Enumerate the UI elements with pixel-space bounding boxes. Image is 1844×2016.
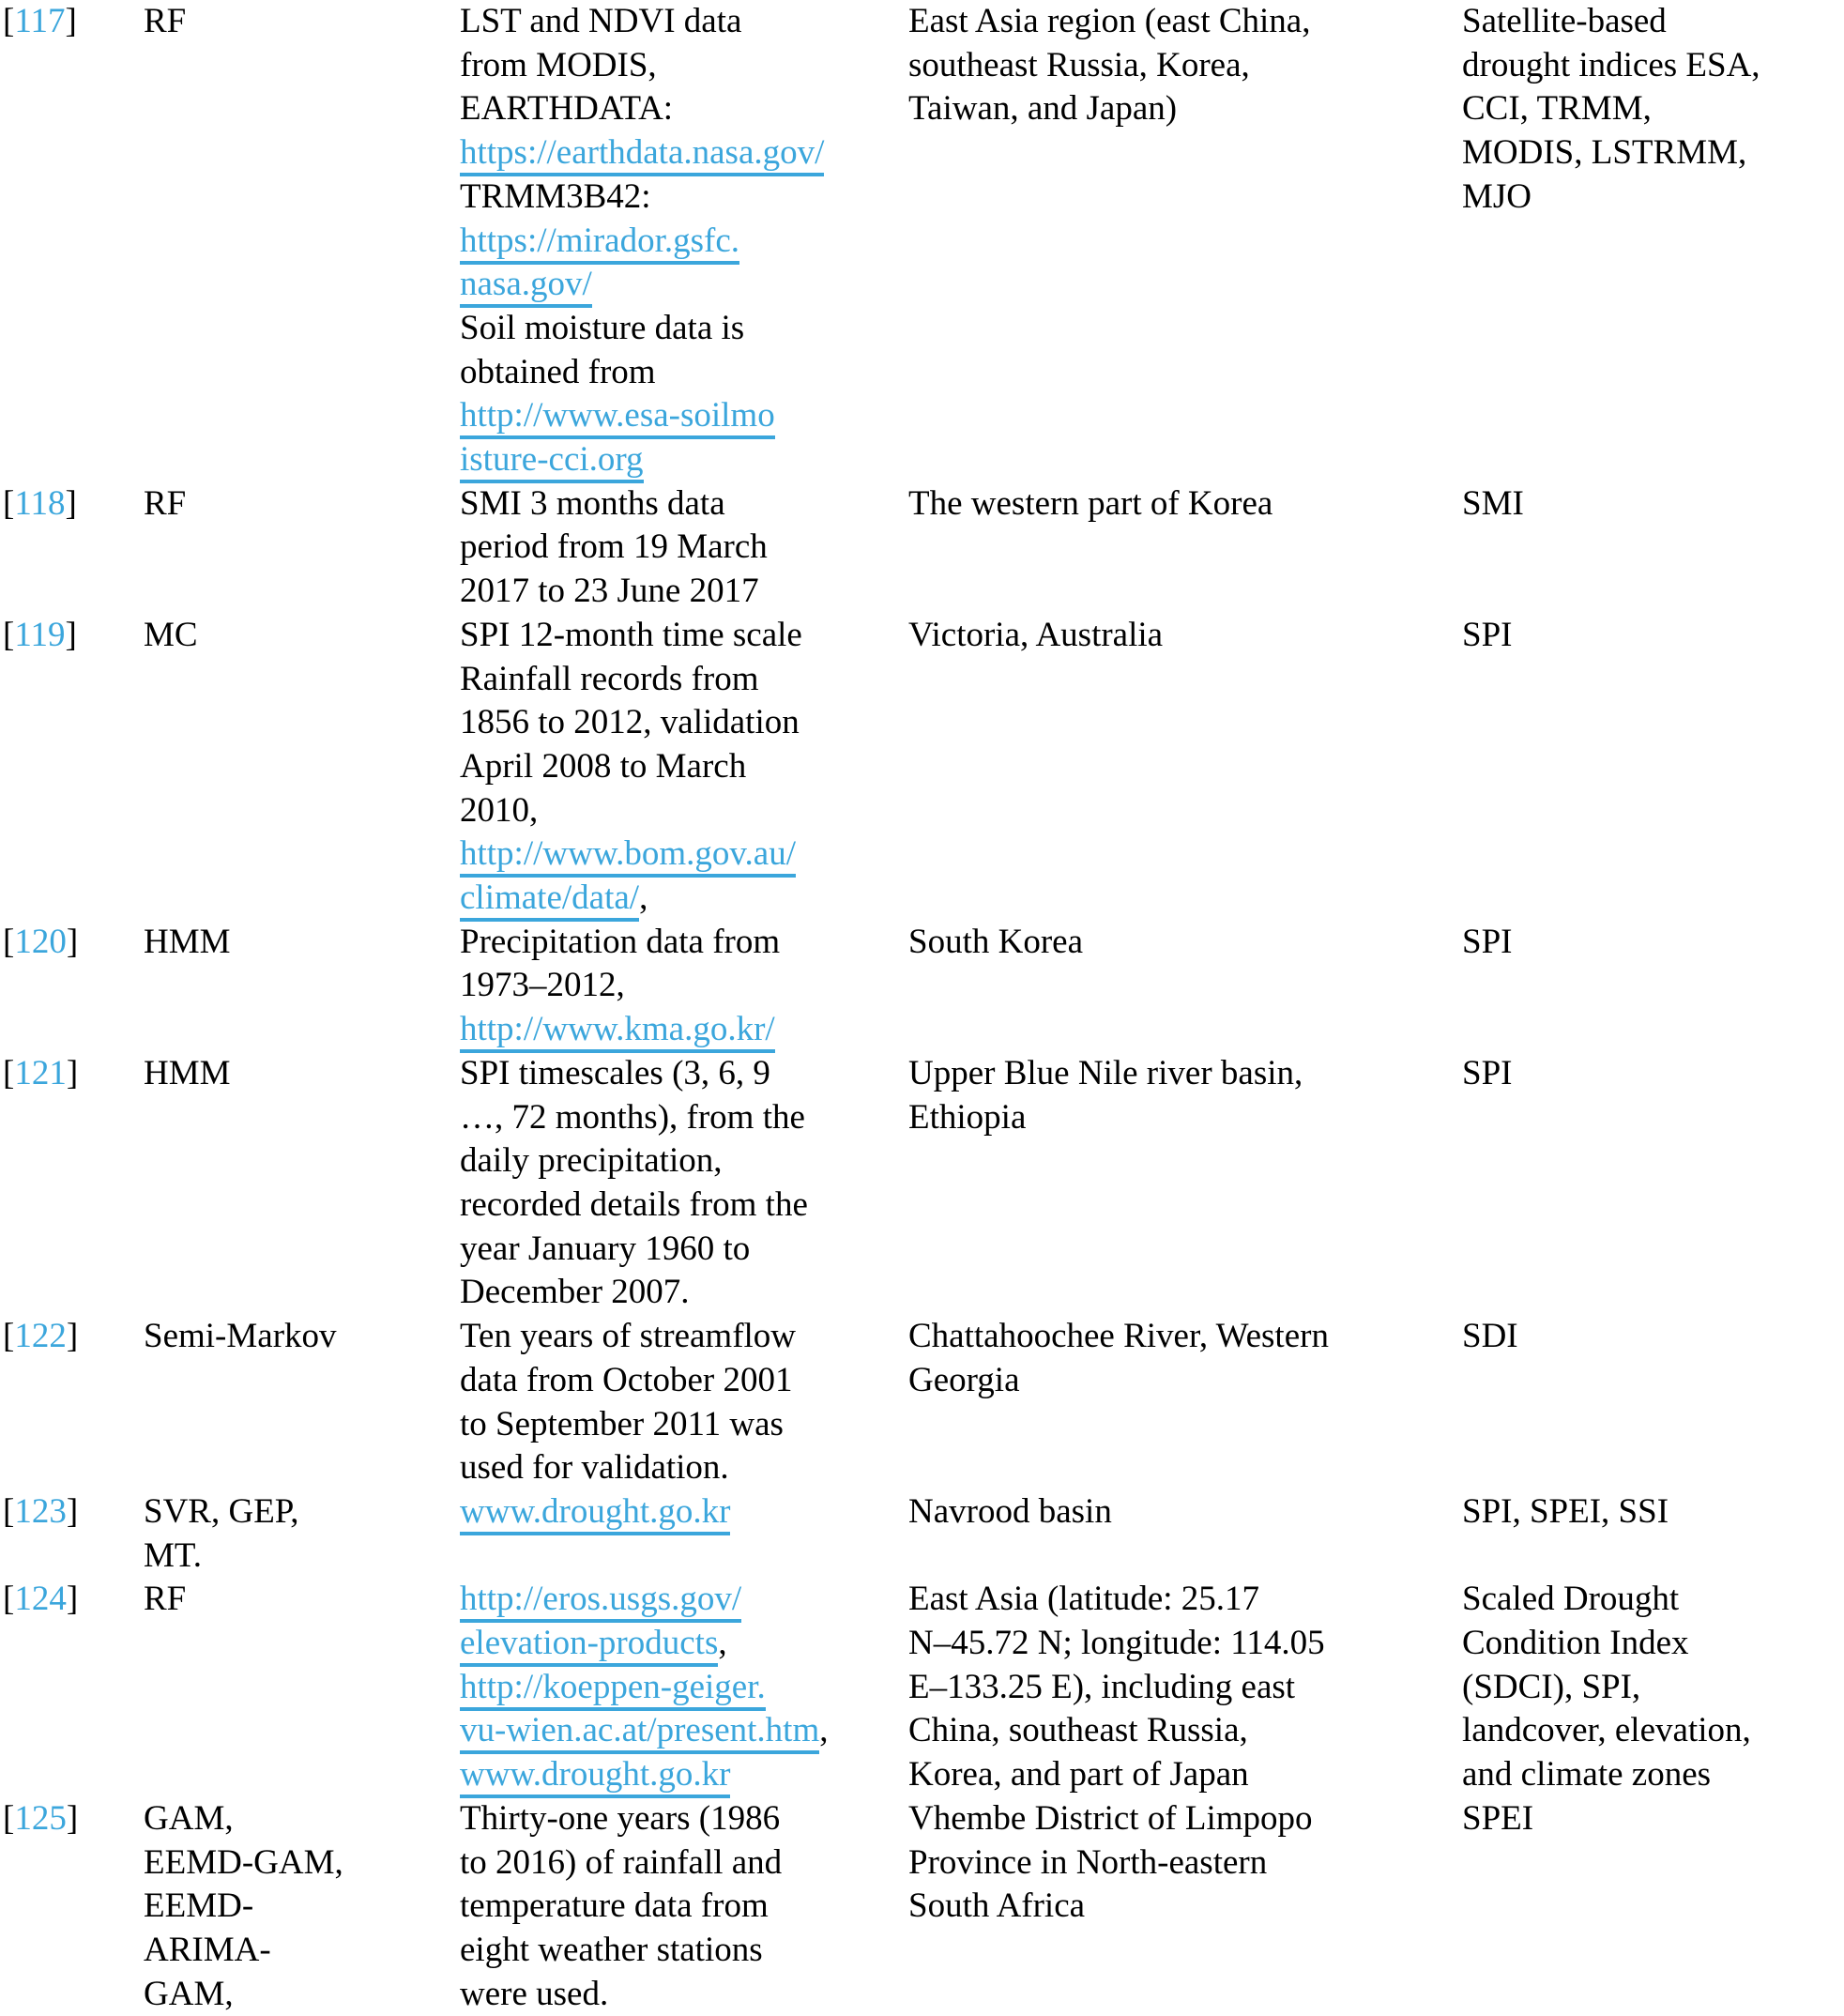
text-line <box>460 1797 908 1841</box>
text-span: Semi-Markov <box>144 1317 337 1356</box>
text-line <box>460 832 908 877</box>
indices-cell <box>1462 921 1844 965</box>
table-row <box>3 614 1844 921</box>
text-span: LST and NDVI data <box>460 2 742 40</box>
text-line <box>1462 87 1844 131</box>
citation-link[interactable]: 118 <box>14 483 66 523</box>
text-span: SPI, SPEI, SSI <box>1462 1491 1669 1531</box>
text-span: and climate zones <box>1462 1755 1712 1795</box>
text-line <box>460 789 908 833</box>
bracket-open: [ <box>3 922 15 961</box>
text-span: Ethiopia <box>908 1097 1027 1137</box>
citation-link[interactable]: 125 <box>14 1798 67 1838</box>
text-line <box>908 921 1462 965</box>
text-span: Ten years of streamflow <box>460 1317 797 1356</box>
text-line <box>1462 1490 1844 1535</box>
bracket-open: [ <box>3 1798 15 1838</box>
text-span: Georgia <box>908 1360 1020 1399</box>
hyperlink[interactable]: isture-cci.org <box>460 440 644 483</box>
text-line <box>460 1139 908 1184</box>
text-line <box>1462 1709 1844 1753</box>
hyperlink[interactable]: http://www.bom.gov.au/ <box>460 834 796 878</box>
text-span: SDI <box>1462 1317 1518 1356</box>
citation-link[interactable]: 124 <box>14 1580 67 1619</box>
text-span: April 2008 to March <box>460 746 747 786</box>
text-line <box>460 701 908 745</box>
text-line <box>908 1490 1462 1535</box>
text-line <box>460 1271 908 1315</box>
data-source-cell <box>460 1797 908 2016</box>
text-span: drought indices ESA, <box>1462 45 1760 84</box>
citation-link[interactable]: 122 <box>14 1317 67 1356</box>
region-cell <box>908 1797 1462 1929</box>
text-line <box>460 1578 908 1622</box>
text-line <box>908 1622 1462 1666</box>
text-line <box>460 1885 908 1929</box>
text-line <box>908 1052 1462 1096</box>
text-line <box>908 1096 1462 1140</box>
text-span: Soil moisture data is <box>460 308 745 347</box>
text-span: MT. <box>144 1535 203 1575</box>
text-line <box>1462 482 1844 527</box>
text-line <box>908 44 1462 88</box>
method-cell <box>144 1052 460 1096</box>
hyperlink[interactable]: http://www.esa-soilmo <box>460 396 775 439</box>
text-line <box>460 438 908 482</box>
text-span: SMI 3 months data <box>460 483 725 523</box>
text-span: Scaled Drought <box>1462 1580 1680 1619</box>
text-line <box>460 176 908 220</box>
text-span: Precipitation data from <box>460 922 781 961</box>
text-line <box>460 1052 908 1096</box>
text-span: Upper Blue Nile river basin, <box>908 1053 1303 1092</box>
reference-cell <box>3 1490 144 1535</box>
text-line <box>144 1490 460 1535</box>
text-line <box>1462 1753 1844 1797</box>
reference-label <box>3 1052 144 1096</box>
table-row <box>3 1052 1844 1315</box>
bracket-open: [ <box>3 483 15 523</box>
text-line <box>1462 44 1844 88</box>
text-line <box>460 1184 908 1228</box>
text-line <box>144 1797 460 1841</box>
region-cell <box>908 0 1462 131</box>
text-span: SMI <box>1462 483 1524 523</box>
region-cell <box>908 614 1462 658</box>
text-line <box>908 1666 1462 1710</box>
reference-label <box>3 614 144 658</box>
reference-label <box>3 921 144 965</box>
text-line <box>1462 0 1844 44</box>
text-span: southeast Russia, Korea, <box>908 45 1250 84</box>
region-cell <box>908 1315 1462 1402</box>
reference-cell <box>3 482 144 527</box>
text-line <box>1462 1666 1844 1710</box>
text-line <box>460 570 908 614</box>
reference-cell <box>3 0 144 44</box>
bracket-open: [ <box>3 1580 15 1619</box>
text-span: daily precipitation, <box>460 1141 723 1181</box>
text-line <box>460 964 908 1008</box>
text-line <box>460 0 908 44</box>
data-source-cell <box>460 614 908 921</box>
text-span: HMM <box>144 922 231 961</box>
text-span: from MODIS, <box>460 45 657 84</box>
method-cell <box>144 614 460 658</box>
text-span: landcover, elevation, <box>1462 1711 1751 1750</box>
method-cell <box>144 1315 460 1359</box>
text-span: MC <box>144 615 198 654</box>
region-cell <box>908 921 1462 965</box>
region-cell <box>908 1490 1462 1535</box>
text-line <box>460 1666 908 1710</box>
text-span: SPEI <box>1462 1798 1534 1838</box>
bracket-open: [ <box>3 2 15 40</box>
text-span: recorded details from the <box>460 1184 808 1224</box>
text-line <box>460 1973 908 2016</box>
reference-label <box>3 1490 144 1535</box>
text-line <box>460 394 908 438</box>
data-source-cell <box>460 1052 908 1315</box>
reference-cell <box>3 1578 144 1622</box>
text-line <box>1462 921 1844 965</box>
reference-label <box>3 1578 144 1622</box>
table-row <box>3 1315 1844 1490</box>
text-line <box>460 1096 908 1140</box>
text-line <box>460 307 908 351</box>
text-line <box>908 1797 1462 1841</box>
hyperlink[interactable]: https://mirador.gsfc. <box>460 221 739 265</box>
reference-cell <box>3 1797 144 1841</box>
data-source-cell <box>460 482 908 614</box>
text-line <box>460 44 908 88</box>
text-span: Thirty-one years (1986 <box>460 1798 781 1838</box>
hyperlink[interactable]: http://www.kma.go.kr/ <box>460 1010 775 1053</box>
indices-cell <box>1462 1315 1844 1359</box>
table-row <box>3 0 1844 482</box>
reference-label <box>3 0 144 44</box>
text-line <box>460 1228 908 1272</box>
text-span: 2010, <box>460 790 539 830</box>
text-span: SVR, GEP, <box>144 1491 299 1531</box>
text-line <box>144 1315 460 1359</box>
bracket-close: ] <box>65 2 77 40</box>
text-span: SPI timescales (3, 6, 9 <box>460 1053 770 1092</box>
text-span: South Africa <box>908 1886 1086 1926</box>
text-line <box>460 921 908 965</box>
text-span: MODIS, LSTRMM, <box>1462 133 1747 173</box>
bracket-close: ] <box>65 615 77 654</box>
text-line <box>460 877 908 921</box>
citation-link[interactable]: 117 <box>14 2 66 40</box>
text-line <box>460 1315 908 1359</box>
text-line <box>1462 1052 1844 1096</box>
text-span: EEMD- <box>144 1886 254 1926</box>
text-line <box>460 482 908 527</box>
citation-link[interactable]: 123 <box>14 1491 67 1531</box>
bracket-open: [ <box>3 1491 15 1531</box>
text-span: E–133.25 E), including east <box>908 1667 1296 1706</box>
text-span: SPI 12-month time scale <box>460 615 802 654</box>
text-line <box>144 921 460 965</box>
text-line <box>460 745 908 789</box>
text-line <box>144 1578 460 1622</box>
text-span: temperature data from <box>460 1886 769 1926</box>
text-span: 2017 to 23 June 2017 <box>460 572 759 611</box>
hyperlink[interactable]: vu-wien.ac.at/present.htm <box>460 1711 819 1754</box>
text-line <box>1462 1797 1844 1841</box>
text-span: Province in North-eastern <box>908 1842 1268 1882</box>
text-span: East Asia (latitude: 25.17 <box>908 1580 1260 1619</box>
text-line <box>144 1052 460 1096</box>
citation-link[interactable]: 120 <box>14 922 67 961</box>
data-source-cell <box>460 1578 908 1797</box>
text-line <box>908 1315 1462 1359</box>
text-span: RF <box>144 2 187 40</box>
text-line <box>908 614 1462 658</box>
text-span: China, southeast Russia, <box>908 1711 1248 1750</box>
text-line <box>144 0 460 44</box>
bracket-open: [ <box>3 1053 15 1092</box>
text-line <box>460 131 908 176</box>
data-source-cell <box>460 0 908 482</box>
text-line <box>908 0 1462 44</box>
text-line <box>460 526 908 570</box>
text-line <box>460 658 908 702</box>
text-line <box>908 87 1462 131</box>
text-span: SPI <box>1462 1053 1513 1092</box>
text-span: data from October 2001 <box>460 1360 793 1399</box>
reference-label <box>3 1315 144 1359</box>
text-span: East Asia region (east China, <box>908 2 1311 40</box>
text-span: Taiwan, and Japan) <box>908 89 1178 129</box>
text-span: GAM, <box>144 1974 234 2013</box>
table-row <box>3 921 1844 1052</box>
text-span: EEMD-GAM, <box>144 1842 343 1882</box>
citation-link[interactable]: 119 <box>14 615 66 654</box>
reference-label <box>3 482 144 527</box>
text-line <box>144 1535 460 1579</box>
indices-cell <box>1462 1052 1844 1096</box>
text-span: eight weather stations <box>460 1930 763 1969</box>
text-span: N–45.72 N; longitude: 114.05 <box>908 1624 1325 1663</box>
bracket-close: ] <box>66 1053 79 1092</box>
text-span: MJO <box>1462 176 1532 216</box>
text-span: were used. <box>460 1974 609 2013</box>
text-line <box>144 1885 460 1929</box>
reference-cell <box>3 614 144 658</box>
text-span: used for validation. <box>460 1448 729 1488</box>
hyperlink[interactable]: www.drought.go.kr <box>460 1755 730 1798</box>
text-span: Rainfall records from <box>460 659 759 698</box>
text-line <box>908 1709 1462 1753</box>
reference-cell <box>3 1052 144 1096</box>
text-span: to September 2011 was <box>460 1404 784 1443</box>
indices-cell <box>1462 614 1844 658</box>
text-span: (SDCI), SPI, <box>1462 1667 1641 1706</box>
text-suffix: , <box>718 1624 727 1663</box>
text-suffix: , <box>639 878 648 918</box>
text-line <box>460 1709 908 1753</box>
text-span: EARTHDATA: <box>460 89 674 129</box>
text-span: RF <box>144 483 187 523</box>
text-line <box>908 1753 1462 1797</box>
text-span: CCI, TRMM, <box>1462 89 1652 129</box>
text-line <box>1462 131 1844 176</box>
text-line <box>460 220 908 264</box>
text-span: Condition Index <box>1462 1624 1689 1663</box>
hyperlink[interactable]: elevation-products <box>460 1624 718 1667</box>
bracket-close: ] <box>66 1317 79 1356</box>
region-cell <box>908 1578 1462 1797</box>
region-cell <box>908 482 1462 527</box>
text-line <box>1462 1578 1844 1622</box>
citation-link[interactable]: 121 <box>14 1053 67 1092</box>
text-span: Satellite-based <box>1462 2 1667 40</box>
reference-cell <box>3 1315 144 1359</box>
text-line <box>460 1841 908 1886</box>
text-line <box>908 1841 1462 1886</box>
reference-cell <box>3 921 144 965</box>
text-span: GAM, <box>144 1798 234 1838</box>
text-line <box>460 351 908 395</box>
table-row <box>3 482 1844 614</box>
hyperlink[interactable]: http://koeppen-geiger. <box>460 1668 766 1711</box>
text-line <box>908 1359 1462 1403</box>
text-span: RF <box>144 1580 187 1619</box>
method-cell <box>144 921 460 965</box>
text-line <box>144 614 460 658</box>
text-line <box>460 1446 908 1490</box>
text-span: ARIMA- <box>144 1930 271 1969</box>
text-line <box>1462 1315 1844 1359</box>
text-span: SPI <box>1462 922 1513 961</box>
text-line <box>460 263 908 307</box>
text-line <box>908 482 1462 527</box>
bracket-close: ] <box>66 1580 79 1619</box>
text-line <box>460 1008 908 1052</box>
text-suffix: , <box>819 1711 829 1750</box>
bracket-open: [ <box>3 1317 15 1356</box>
text-span: to 2016) of rainfall and <box>460 1842 783 1882</box>
indices-cell <box>1462 482 1844 527</box>
bracket-close: ] <box>66 1798 79 1838</box>
text-span: 1973–2012, <box>460 966 625 1005</box>
hyperlink[interactable]: www.drought.go.kr <box>460 1492 730 1535</box>
text-span: TRMM3B42: <box>460 176 651 216</box>
text-span: …, 72 months), from the <box>460 1097 805 1137</box>
table-row <box>3 1797 1844 2016</box>
text-line <box>460 87 908 131</box>
text-span: period from 19 March <box>460 527 768 567</box>
indices-cell <box>1462 0 1844 220</box>
text-line <box>460 1359 908 1403</box>
data-source-cell <box>460 1315 908 1490</box>
text-line <box>1462 614 1844 658</box>
method-cell <box>144 0 460 44</box>
text-span: Chattahoochee River, Western <box>908 1317 1329 1356</box>
references-table <box>3 0 1844 2016</box>
method-cell <box>144 1490 460 1578</box>
text-span: South Korea <box>908 922 1083 961</box>
hyperlink[interactable]: http://eros.usgs.gov/ <box>460 1580 741 1623</box>
text-line <box>908 1578 1462 1622</box>
bracket-close: ] <box>66 1491 79 1531</box>
text-line <box>908 1885 1462 1929</box>
text-span: Navrood basin <box>908 1491 1112 1531</box>
bracket-close: ] <box>66 922 79 961</box>
text-span: December 2007. <box>460 1273 690 1312</box>
text-line <box>1462 1622 1844 1666</box>
table-row <box>3 1578 1844 1797</box>
text-line <box>1462 176 1844 220</box>
text-line <box>460 614 908 658</box>
text-span: The western part of Korea <box>908 483 1273 523</box>
hyperlink[interactable]: nasa.gov/ <box>460 265 592 308</box>
text-line <box>144 1973 460 2016</box>
text-span: HMM <box>144 1053 231 1092</box>
text-span: obtained from <box>460 352 656 391</box>
data-source-cell <box>460 1490 908 1535</box>
text-line <box>460 1622 908 1666</box>
text-span: Victoria, Australia <box>908 615 1164 654</box>
bracket-open: [ <box>3 615 15 654</box>
hyperlink[interactable]: climate/data/ <box>460 878 639 922</box>
hyperlink[interactable]: https://earthdata.nasa.gov/ <box>460 133 824 176</box>
text-line <box>460 1753 908 1797</box>
reference-label <box>3 1797 144 1841</box>
text-span: year January 1960 to <box>460 1229 751 1268</box>
text-line <box>144 1841 460 1886</box>
bracket-close: ] <box>65 483 77 523</box>
text-span: SPI <box>1462 615 1513 654</box>
text-line <box>460 1929 908 1973</box>
text-line <box>460 1403 908 1447</box>
data-source-cell <box>460 921 908 1052</box>
indices-cell <box>1462 1490 1844 1535</box>
indices-cell <box>1462 1797 1844 1841</box>
text-span: 1856 to 2012, validation <box>460 703 800 742</box>
method-cell <box>144 482 460 527</box>
text-line <box>144 482 460 527</box>
text-span: Korea, and part of Japan <box>908 1755 1249 1795</box>
text-line <box>144 1929 460 1973</box>
method-cell <box>144 1797 460 2016</box>
indices-cell <box>1462 1578 1844 1797</box>
table-row <box>3 1490 1844 1578</box>
method-cell <box>144 1578 460 1622</box>
region-cell <box>908 1052 1462 1139</box>
text-span: Vhembe District of Limpopo <box>908 1798 1313 1838</box>
text-line <box>460 1490 908 1535</box>
